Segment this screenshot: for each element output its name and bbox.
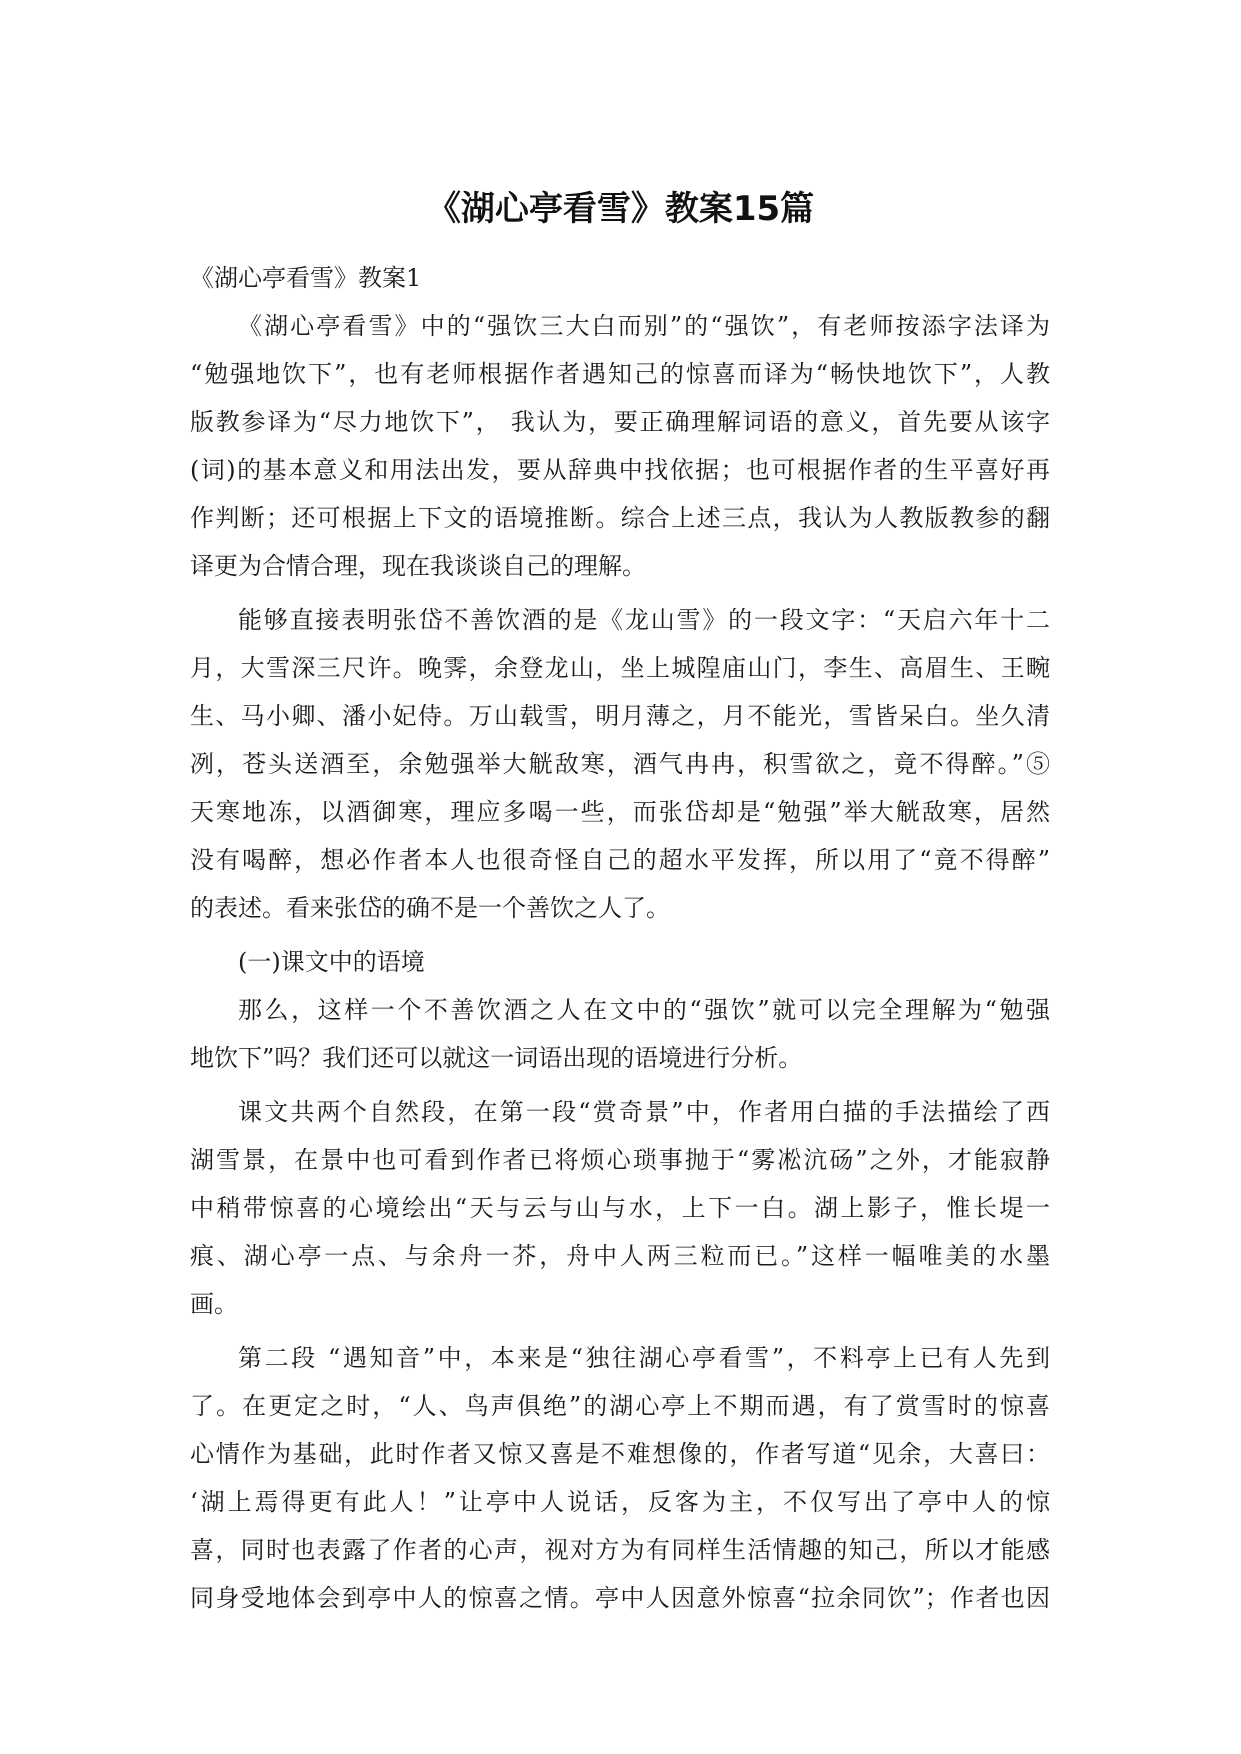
paragraph-line: 冽，苍头送酒至，余勉强举大觥敌寒，酒气冉冉，积雪欲之，竟不得醉。”⑤: [190, 750, 1050, 778]
paragraph: [190, 1334, 1050, 1622]
paragraph-line: 生、马小卿、潘小妃侍。万山载雪，明月薄之，月不能光，雪皆呆白。坐久清: [190, 702, 1050, 730]
paragraph: [190, 302, 1050, 590]
section-label: [190, 938, 1050, 986]
paragraph-line: 喜，同时也表露了作者的心声，视对方为有同样生活情趣的知己，所以才能感: [190, 1536, 1050, 1564]
paragraph-line: 那么，这样一个不善饮酒之人在文中的“强饮”就可以完全理解为“勉强: [238, 996, 1050, 1024]
paragraph-line: 地饮下”吗？我们还可以就这一词语出现的语境进行分析。: [190, 1044, 803, 1072]
document-title: 《湖心亭看雪》教案15篇: [426, 189, 815, 229]
section-subheading: 《湖心亭看雪》教案1: [190, 264, 422, 292]
paragraph-line: 痕、湖心亭一点、与余舟一芥，舟中人两三粒而已。”这样一幅唯美的水墨: [190, 1242, 1050, 1270]
paragraph: [190, 596, 1050, 932]
paragraph-line: 课文共两个自然段，在第一段“赏奇景”中，作者用白描的手法描绘了西: [238, 1098, 1050, 1126]
paragraph-line: 心情作为基础，此时作者又惊又喜是不难想像的，作者写道“见余，大喜曰：: [190, 1440, 1050, 1468]
paragraph-line: 的表述。看来张岱的确不是一个善饮之人了。: [190, 894, 670, 922]
paragraph-line: 中稍带惊喜的心境绘出“天与云与山与水，上下一白。湖上影子，惟长堤一: [190, 1194, 1050, 1222]
paragraph-line: 画。: [190, 1290, 238, 1318]
paragraph: [190, 986, 1050, 1082]
document-body: [190, 254, 1050, 1622]
paragraph-line: (一)课文中的语境: [238, 948, 425, 976]
paragraph-line: 同身受地体会到亭中人的惊喜之情。亭中人因意外惊喜“拉余同饮”；作者也因: [190, 1584, 1050, 1612]
paragraph-line: 《湖心亭看雪》中的“强饮三大白而别”的“强饮”，有老师按添字法译为: [238, 312, 1050, 340]
paragraph-line: 第二段 “遇知音”中，本来是“独往湖心亭看雪”，不料亭上已有人先到: [238, 1344, 1050, 1372]
paragraph-line: 版教参译为“尽力地饮下”， 我认为，要正确理解词语的意义，首先要从该字: [190, 408, 1050, 436]
paragraph-line: 能够直接表明张岱不善饮酒的是《龙山雪》的一段文字：“天启六年十二: [238, 606, 1050, 634]
paragraph: [190, 1088, 1050, 1328]
paragraph-line: 译更为合情合理，现在我谈谈自己的理解。: [190, 552, 646, 580]
paragraph-line: 月，大雪深三尺许。晚霁，余登龙山，坐上城隍庙山门，李生、高眉生、王畹: [190, 654, 1050, 682]
paragraph-line: 作判断；还可根据上下文的语境推断。综合上述三点，我认为人教版教参的翻: [190, 504, 1050, 532]
paragraph-line: 没有喝醉，想必作者本人也很奇怪自己的超水平发挥，所以用了“竟不得醉”: [190, 846, 1050, 874]
paragraph-line: 天寒地冻，以酒御寒，理应多喝一些，而张岱却是“勉强”举大觥敌寒，居然: [190, 798, 1050, 826]
paragraph-line: (词)的基本意义和用法出发，要从辞典中找依据；也可根据作者的生平喜好再: [190, 456, 1050, 484]
paragraph-line: 了。在更定之时，“人、鸟声俱绝”的湖心亭上不期而遇，有了赏雪时的惊喜: [190, 1392, 1050, 1420]
paragraph-line: ‘湖上焉得更有此人！”让亭中人说话，反客为主，不仅写出了亭中人的惊: [190, 1488, 1050, 1516]
paragraph-line: 湖雪景，在景中也可看到作者已将烦心琐事抛于“雾凇沆砀”之外，才能寂静: [190, 1146, 1050, 1174]
paragraph-line: “勉强地饮下”，也有老师根据作者遇知己的惊喜而译为“畅快地饮下”，人教: [190, 360, 1050, 388]
